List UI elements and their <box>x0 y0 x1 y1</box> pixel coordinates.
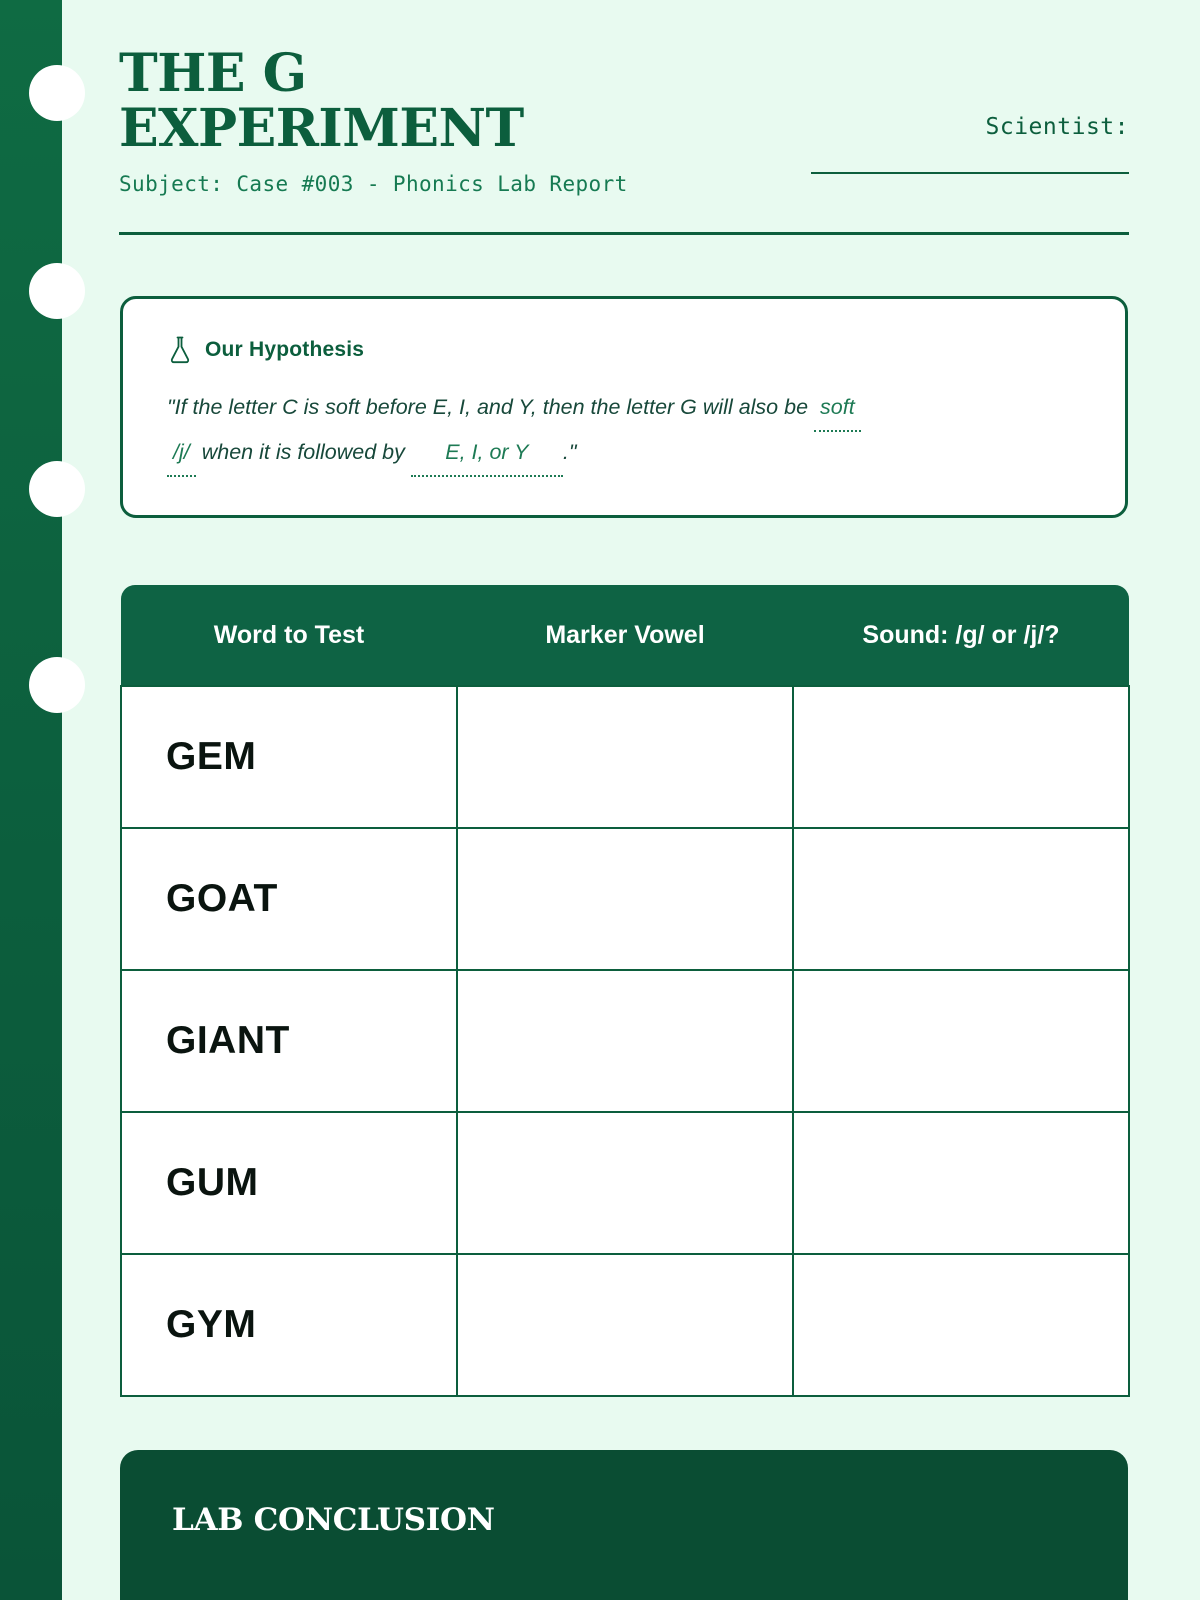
cell-word: GEM <box>121 686 457 828</box>
cell-marker-vowel[interactable] <box>457 970 793 1112</box>
column-header-word: Word to Test <box>121 585 457 686</box>
hypothesis-blank-2[interactable]: /j/ <box>167 432 196 477</box>
hypothesis-text-2: when it is followed by <box>201 439 405 464</box>
hypothesis-title: Our Hypothesis <box>205 338 365 361</box>
cell-sound[interactable] <box>793 1254 1129 1396</box>
hypothesis-blank-1[interactable]: soft <box>814 387 861 432</box>
cell-marker-vowel[interactable] <box>457 828 793 970</box>
lab-conclusion-title: LAB CONCLUSION <box>172 1502 495 1538</box>
binder-spine <box>0 0 62 1600</box>
lab-conclusion-section <box>120 1450 1128 1600</box>
hypothesis-card <box>120 296 1128 518</box>
hypothesis-header <box>167 335 1081 365</box>
page-subtitle: Subject: Case #003 - Phonics Lab Report <box>119 172 628 197</box>
experiment-table <box>120 585 1130 1397</box>
cell-sound[interactable] <box>793 1112 1129 1254</box>
table-row <box>121 1112 1129 1254</box>
hypothesis-blank-3[interactable]: E, I, or Y <box>411 432 563 477</box>
table-row <box>121 828 1129 970</box>
cell-word: GUM <box>121 1112 457 1254</box>
page-title: THE G EXPERIMENT <box>119 43 524 160</box>
scientist-field <box>729 114 1129 174</box>
header <box>119 43 1129 197</box>
table-row <box>121 686 1129 828</box>
scientist-input-line[interactable] <box>811 172 1129 174</box>
scientist-label: Scientist: <box>985 114 1129 140</box>
cell-sound[interactable] <box>793 828 1129 970</box>
hypothesis-text-1: "If the letter C is soft before E, I, and Y, then the letter G will also be <box>167 395 809 419</box>
cell-sound[interactable] <box>793 970 1129 1112</box>
column-header-sound: Sound: /g/ or /j/? <box>793 585 1129 686</box>
hypothesis-statement <box>167 387 1081 477</box>
cell-word: GOAT <box>121 828 457 970</box>
cell-marker-vowel[interactable] <box>457 1112 793 1254</box>
table-row <box>121 970 1129 1112</box>
hypothesis-text-3: ." <box>562 439 577 464</box>
cell-word: GYM <box>121 1254 457 1396</box>
worksheet-page <box>62 0 1200 1600</box>
cell-sound[interactable] <box>793 686 1129 828</box>
cell-word: GIANT <box>121 970 457 1112</box>
table-header-row <box>121 585 1129 686</box>
table-row <box>121 1254 1129 1396</box>
flask-icon <box>167 335 193 365</box>
cell-marker-vowel[interactable] <box>457 1254 793 1396</box>
header-divider <box>119 232 1129 235</box>
column-header-marker-vowel: Marker Vowel <box>457 585 793 686</box>
cell-marker-vowel[interactable] <box>457 686 793 828</box>
